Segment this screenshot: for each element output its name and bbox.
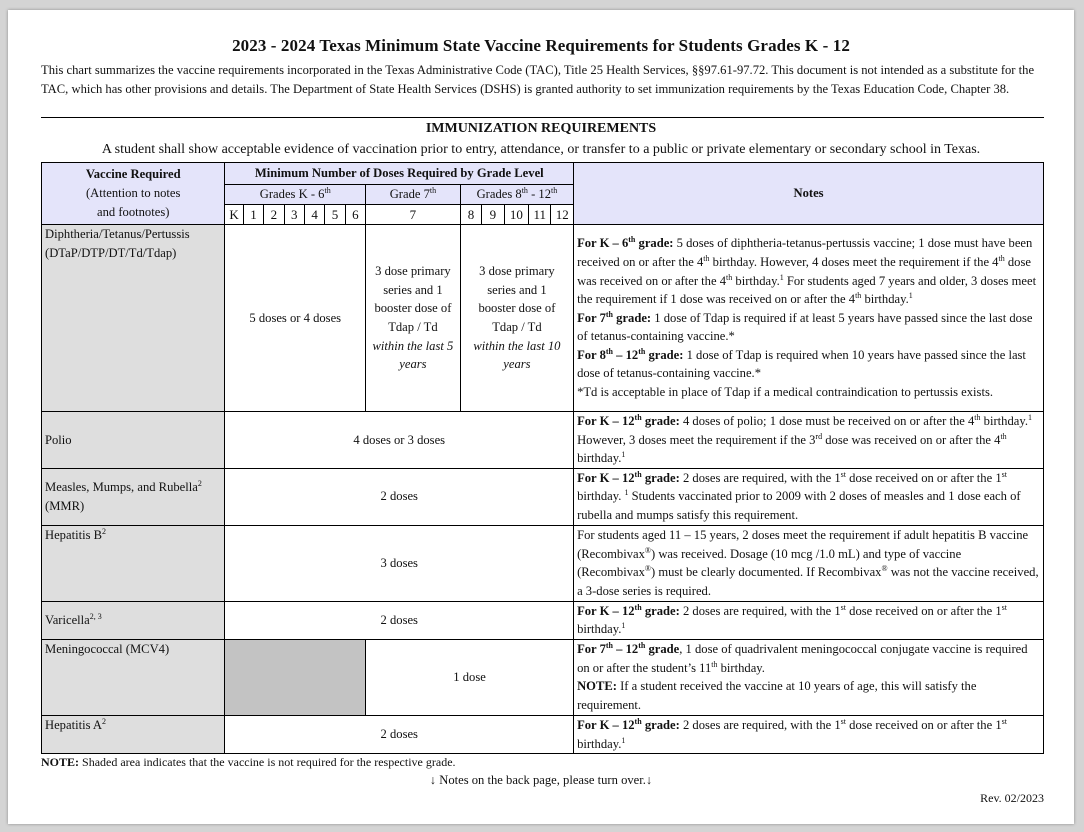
vaccine-table (41, 162, 1044, 754)
vaccine-name-hepb: Hepatitis $B^2$ (42, 525, 225, 601)
shading-footnote: NOTE: Shaded area indicates that the vaccine is not required for the respective grade. (41, 755, 456, 769)
table-row (42, 468, 1044, 525)
document-page (8, 10, 1074, 824)
hepa-doses: 2 doses (225, 715, 574, 753)
table-row (42, 601, 1044, 639)
hepb-doses: 3 doses (225, 525, 574, 601)
grade-6: 6 (345, 205, 365, 225)
revision-date: Rev. 02/2023 (980, 791, 1044, 805)
dtap-k6-doses: 5 doses or 4 doses (225, 225, 366, 412)
varicella-doses: 2 doses (225, 601, 574, 639)
hepb-notes: For students aged 11 – 15 years, 2 doses meet the requirement if adult hepatitis B vaccine (Recombivax®) was received. Dosage (10 mcg /1.0 mL) and type of vaccine (Recombivax®) must be clearly documented. If Recombivax® was not the vaccine received, a 3-dose series is required. (574, 525, 1044, 601)
grade-3: 3 (284, 205, 304, 225)
grade-10: 10 (504, 205, 528, 225)
immunization-heading: IMMUNIZATION REQUIREMENTS (425, 121, 657, 136)
dtap-notes: For K – 6th grade: 5 doses of diphtheria-tetanus-pertussis vaccine; 1 dose must have been received on or after the 4th birthday. However, 4 doses meet the requirement if the 4th dose was received on or after the 4th birthday.$^1$ For students aged 7 years and older, 3 doses meet the requirement if 1 dose was received on or after the 4th birthday.$^1$ For 7th grade: 1 dose of Tdap is required if at least 5 years have passed since the last dose of tetanus-containing vaccine.* For 8th – 12th grade: 1 dose of Tdap is required when 10 years have passed since the last dose of tetanus-containing vaccine.* *Td is acceptable in place of Tdap if a medical contraindication to pertussis exists. (574, 225, 1044, 412)
vaccine-required-header (42, 163, 225, 225)
grade-11: 11 (529, 205, 551, 225)
mcv4-notes: For 7th – 12th grade, 1 dose of quadrivalent meningococcal conjugate vaccine is required on or after the student’s 11th birthday. NOTE: If a student received the vaccine at 10 years of age, this will satisfy the requirement. (574, 639, 1044, 715)
table-row (42, 225, 1044, 412)
vaccine-name-mmr: Measles, Mumps, and Rubella$^2$ (MMR) (42, 468, 225, 525)
immunization-subheading: A student shall show acceptable evidence of vaccination prior to entry, attendance, or transfer to a public or private elementary or secondary school in Texas. (101, 142, 981, 157)
table-row (42, 639, 1044, 715)
grade-2: 2 (264, 205, 284, 225)
attention-label-1: (Attention to notes (85, 186, 181, 200)
mmr-notes: For K – 12th grade: 2 doses are required, with the 1st dose received on or after the 1st birthday. $^1$ Students vaccinated prior to 2009 with 2 doses of measles and 1 dose each of rubella and mumps satisfy this requirement. (574, 468, 1044, 525)
polio-doses: 4 doses or 3 doses (225, 412, 574, 469)
grade-7: 7 (366, 205, 461, 225)
intro-paragraph: This chart summarizes the vaccine requirements incorporated in the Texas Administrative Code (TAC), Title 25 Health Services, §§97.61-97.72. This document is not intended as a substitute for the TAC, which has other provisions and details. The Department of State Health Services (DSHS) is granted authority to set immunization requirements by the Texas Education Code, Chapter 38. (41, 63, 1035, 96)
grades-812-header: Grades 8th - 12th (460, 185, 573, 205)
vaccine-name-mcv4: Meningococcal (MCV4) (42, 639, 225, 715)
mcv4-doses: 1 dose (366, 639, 574, 715)
grade-k: K (225, 205, 243, 225)
table-row (42, 412, 1044, 469)
vaccine-name-hepa: Hepatitis $A^2$ (42, 715, 225, 753)
mcv4-not-required-shade (225, 639, 366, 715)
grade-8: 8 (460, 205, 481, 225)
grades-k6-header: Grades K - 6th (225, 185, 366, 205)
notes-header: Notes (574, 163, 1044, 225)
grade7-header: Grade 7th (366, 185, 461, 205)
table-row (42, 715, 1044, 753)
document-title: 2023 - 2024 Texas Minimum State Vaccine Requirements for Students Grades K - 12 (232, 36, 850, 55)
grade-9: 9 (482, 205, 504, 225)
attention-label-2: and footnotes) (97, 205, 170, 219)
varicella-notes: For K – 12th grade: 2 doses are required, with the 1st dose received on or after the 1st birthday.$^1$ (574, 601, 1044, 639)
dtap-g812-doses: 3 dose primary series and 1 booster dose of Tdap / Td within the last 10 years (460, 225, 573, 412)
grade-1: 1 (243, 205, 263, 225)
grade-5: 5 (325, 205, 345, 225)
turn-over-note: ↓ Notes on the back page, please turn over.↓ (429, 773, 653, 787)
grade-12: 12 (551, 205, 574, 225)
table-row (42, 525, 1044, 601)
vaccine-name-dtap: Diphtheria/Tetanus/Pertussis (DTaP/DTP/DT/Td/Tdap) (42, 225, 225, 412)
dtap-g7-doses: 3 dose primary series and 1 booster dose of Tdap / Td within the last 5 years (366, 225, 461, 412)
vaccine-required-label: Vaccine Required (85, 167, 181, 181)
divider (41, 117, 1044, 118)
min-doses-header: Minimum Number of Doses Required by Grade Level (225, 163, 574, 185)
polio-notes: For K – 12th grade: 4 doses of polio; 1 dose must be received on or after the 4th birthday.$^1$ However, 3 doses meet the requirement if the 3rd dose was received on or after the 4th birthday.$^1$ (574, 412, 1044, 469)
mmr-doses: 2 doses (225, 468, 574, 525)
grade-4: 4 (304, 205, 324, 225)
hepa-notes: For K – 12th grade: 2 doses are required, with the 1st dose received on or after the 1st birthday.$^1$ (574, 715, 1044, 753)
vaccine-name-varicella: Varicella$^{2, 3}$ (42, 601, 225, 639)
vaccine-name-polio: Polio (42, 412, 225, 469)
